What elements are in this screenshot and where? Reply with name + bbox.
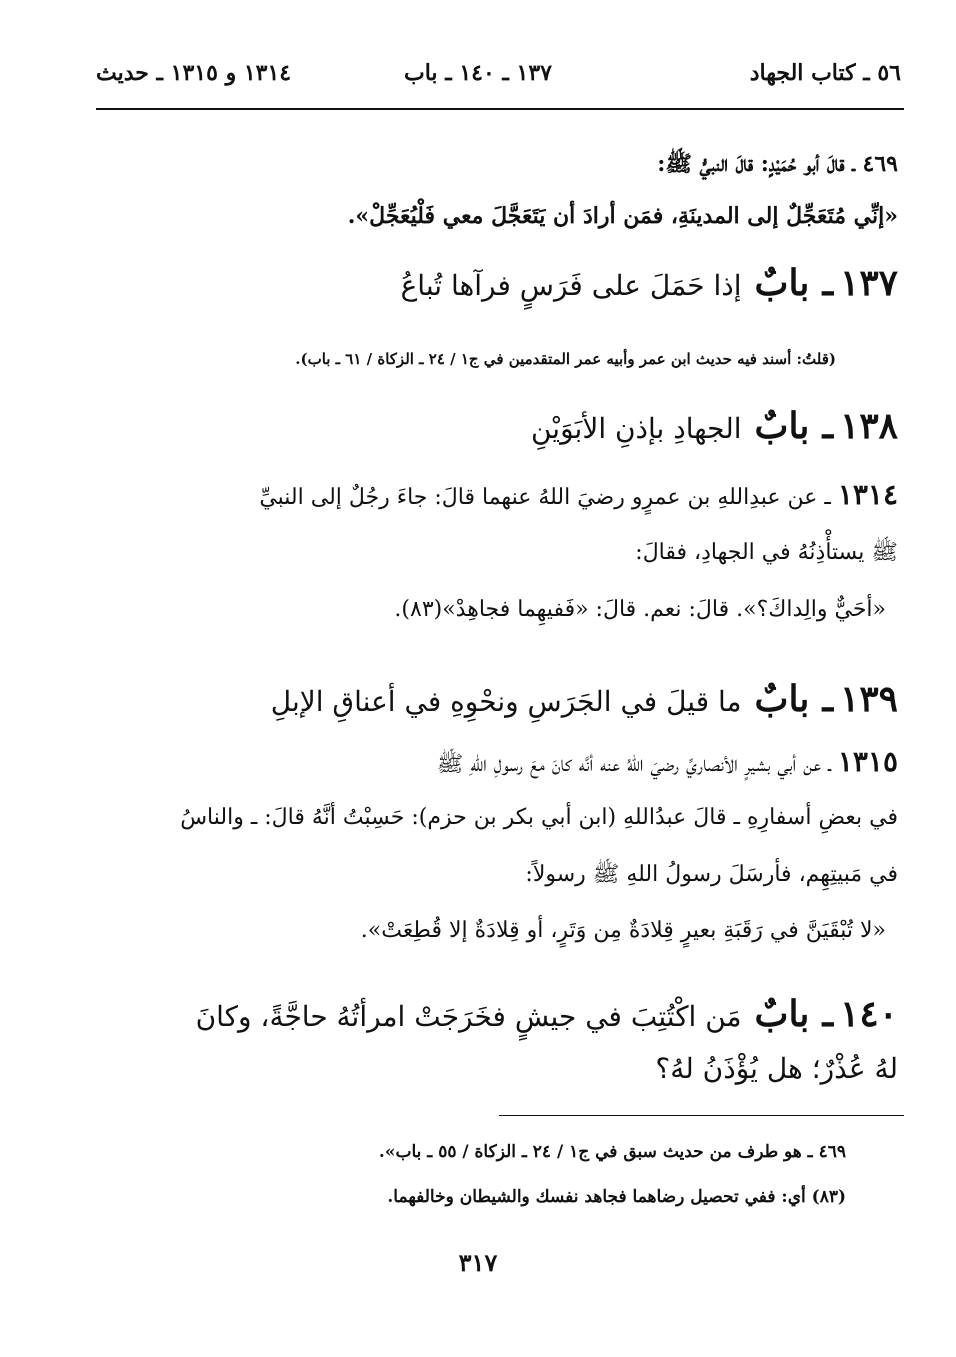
hadith-number: ١٣١٥ bbox=[837, 745, 898, 778]
bab-dash: ـ bbox=[822, 405, 833, 447]
bab-dash: ـ bbox=[822, 993, 833, 1035]
header-rule bbox=[96, 108, 904, 110]
bab-title: لهُ عُذْرٌ؛ هل يُؤْذَنُ لهُ؟ bbox=[655, 1052, 898, 1085]
bab-138-heading bbox=[531, 405, 898, 447]
hadith-469-intro: ٤٦٩ ـ قالَ أبو حُمَيْدٍ: قالَ النبيُّ ﷺ: bbox=[657, 151, 898, 177]
bab-number: ١٣٩ bbox=[839, 678, 898, 720]
bab-word: بابٌ bbox=[754, 405, 810, 447]
bab-140-heading bbox=[196, 993, 898, 1035]
bab-dash: ـ bbox=[822, 678, 833, 720]
bab-number: ١٤٠ bbox=[839, 993, 898, 1035]
header-chapter-range: ١٣٧ ـ ١٤٠ ـ باب bbox=[404, 60, 552, 86]
bab-word: بابٌ bbox=[754, 993, 810, 1035]
hadith-text: ـ عن أبي بشيرٍ الأنصاريِّ رضيَ اللهُ عنه أنَّه كانَ معَ رسولِ اللهِ ﷺ bbox=[436, 752, 831, 777]
bab-dash: ـ bbox=[822, 262, 833, 304]
footnote-469: ٤٦٩ ـ هو طرف من حديث سبق في ج١ / ٢٤ ـ الزكاة / ٥٥ ـ باب». bbox=[378, 1142, 846, 1162]
bab-title: ما قيلَ في الجَرَسِ ونحْوِهِ في أعناقِ الإبلِ bbox=[270, 685, 742, 718]
bab-137-heading bbox=[401, 262, 898, 304]
hadith-1315-line-4: «لا تُبْقَيَنَّ في رَقَبَةِ بعيرٍ قِلادَةٌ مِن وَتَرٍ، أو قِلادَةٌ إلا قُطِعَتْ». bbox=[360, 918, 886, 943]
hadith-1314-line-1 bbox=[259, 478, 898, 511]
bab-word: بابٌ bbox=[754, 262, 810, 304]
bab-title: إذا حَمَلَ على فَرَسٍ فرآها تُباعُ bbox=[400, 269, 742, 302]
bab-title: الجهادِ بإذنِ الأبَوَيْنِ bbox=[530, 412, 742, 445]
footnote-rule bbox=[499, 1115, 904, 1116]
hadith-number: ١٣١٤ bbox=[837, 478, 898, 511]
page-number: ٣١٧ bbox=[458, 1248, 498, 1277]
bab-137-note: (قلتُ: أسند فيه حديث ابن عمر وأبيه عمر المتقدمين في ج١ / ٢٤ ـ الزكاة / ٦١ ـ باب). bbox=[295, 350, 836, 368]
bab-139-heading bbox=[271, 678, 898, 720]
hadith-text: ـ عن عبدِاللهِ بن عمرٍو رضيَ اللهُ عنهما قالَ: جاءَ رجُلٌ إلى النبيِّ bbox=[259, 485, 831, 510]
header-book-title: ٥٦ ـ كتاب الجهاد bbox=[749, 60, 901, 86]
footnote-83: (٨٣) أي: ففي تحصيل رضاهما فجاهد نفسك والشيطان وخالفهما. bbox=[387, 1187, 846, 1207]
bab-number: ١٣٧ bbox=[839, 262, 898, 304]
bab-140-title-line-2 bbox=[655, 1052, 898, 1085]
hadith-1315-line-2: في بعضِ أسفارِهِ ـ قالَ عبدُاللهِ (ابن أبي بكر بن حزم): حَسِبْتُ أنَّهُ قالَ: ـ والناسُ bbox=[180, 805, 898, 830]
hadith-1315-line-3: في مَبيتِهِم، فأرسَلَ رسولُ اللهِ ﷺ رسولاً: bbox=[525, 862, 898, 887]
header-hadith-range: ١٣١٤ و ١٣١٥ ـ حديث bbox=[96, 60, 292, 86]
hadith-469-text: «إنِّي مُتَعَجِّلٌ إلى المدينَةِ، فمَن أرادَ أن يَتَعَجَّلَ معي فَلْيُعَجِّلْ». bbox=[347, 203, 898, 229]
bab-word: بابٌ bbox=[754, 678, 810, 720]
hadith-1315-line-1 bbox=[437, 745, 898, 782]
hadith-1314-line-2: ﷺ يستأْذِنُهُ في الجهادِ، فقالَ: bbox=[635, 540, 898, 565]
hadith-1314-line-3: «أحَيٌّ والِداكَ؟». قالَ: نعم. قالَ: «فَفيهِما فجاهِدْ»(٨٣). bbox=[394, 597, 886, 622]
bab-number: ١٣٨ bbox=[839, 405, 898, 447]
bab-title: مَن اكْتُتِبَ في جيشٍ فخَرَجَتْ امرأتُهُ حاجَّةً، وكانَ bbox=[195, 1000, 742, 1033]
